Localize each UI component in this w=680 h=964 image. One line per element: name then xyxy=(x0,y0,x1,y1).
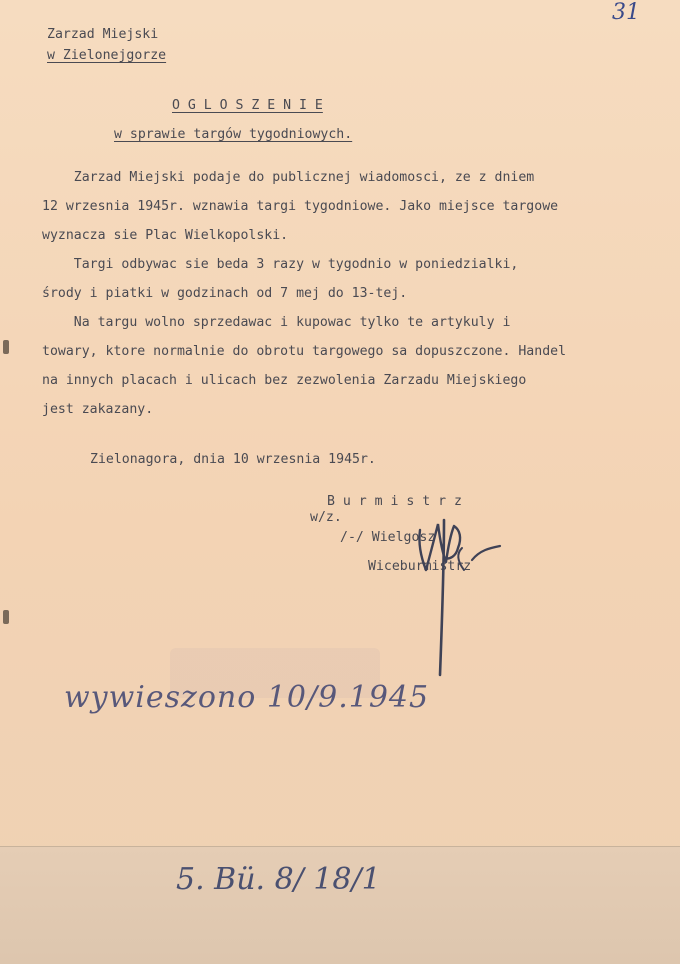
paragraph-3-line-4: jest zakazany. xyxy=(42,402,154,417)
office-name: Zarzad Miejski xyxy=(47,27,159,42)
punch-hole xyxy=(3,340,9,354)
archive-number: 31 xyxy=(612,0,640,25)
handwritten-archive-note: 5. Bü. 8/ 18/1 xyxy=(176,862,381,897)
paragraph-3-line-1: Na targu wolno sprzedawac i kupowac tylko te artykuly i xyxy=(42,315,511,330)
paragraph-1-line-3: wyznacza sie Plac Wielkopolski. xyxy=(42,228,289,243)
paragraph-3-line-2: towary, ktore normalnie do obrotu targowego sa dopuszczone. Handel xyxy=(42,344,567,359)
paragraph-3-line-3: na innych placach i ulicach bez zezwolenia Zarzadu Miejskiego xyxy=(42,373,527,388)
punch-hole xyxy=(3,610,9,624)
document-subtitle: w sprawie targów tygodniowych. xyxy=(114,127,353,142)
signatory-name: /-/ Wielgosz xyxy=(340,530,436,545)
handwritten-posted-note: wywieszono 10/9.1945 xyxy=(64,680,430,715)
paragraph-2-line-2: środy i piatki w godzinach od 7 mej do 13-tej. xyxy=(42,286,408,301)
office-location: w Zielonejgorze xyxy=(47,48,167,63)
paragraph-1-line-2: 12 wrzesnia 1945r. wznawia targi tygodniowe. Jako miejsce targowe xyxy=(42,199,559,214)
on-behalf-mark: w/z. xyxy=(310,510,342,525)
paragraph-1-line-1: Zarzad Miejski podaje do publicznej wiadomosci, ze z dniem xyxy=(42,170,535,185)
place-date: Zielonagora, dnia 10 wrzesnia 1945r. xyxy=(90,452,376,467)
handwritten-signature xyxy=(400,500,520,690)
deputy-mayor-title: Wiceburmistrz xyxy=(368,559,472,574)
paragraph-2-line-1: Targi odbywac sie beda 3 razy w tygodnio w poniedzialki, xyxy=(42,257,519,272)
document-title: O G L O S Z E N I E xyxy=(172,98,323,113)
mayor-title: B u r m i s t r z xyxy=(327,494,462,509)
